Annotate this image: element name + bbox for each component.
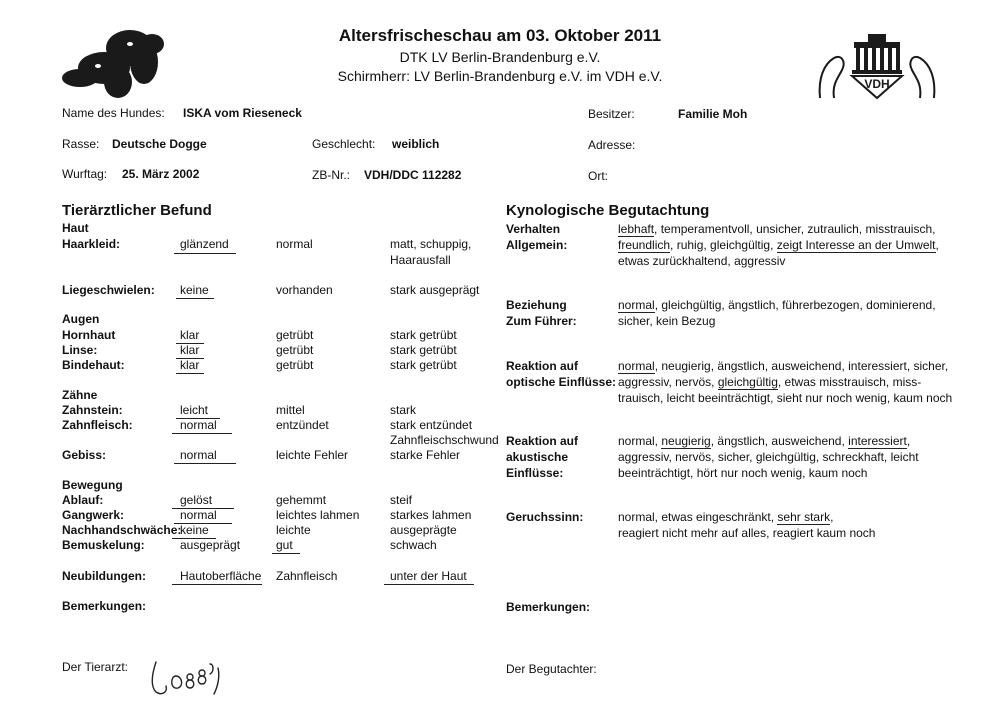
zahnstein-option-1: leicht (180, 403, 209, 417)
sex-value: weiblich (392, 137, 440, 151)
akustisch-text-2: , ängstlich, ausweichend, (710, 434, 849, 448)
optisch-label-2: optische Einflüsse: (506, 375, 617, 389)
ablauf-option-3: steif (390, 493, 413, 507)
sex-label: Geschlecht: (312, 137, 376, 151)
page-title: Altersfrischeschau am 03. Oktober 2011 (338, 26, 662, 45)
dog-name-value: ISKA vom Rieseneck (183, 106, 302, 120)
optisch-text-2: aggressiv, nervös, (618, 375, 718, 389)
beziehung-text-1: , gleichgültig, ängstlich, führerbezogen, dominierend, (654, 298, 936, 312)
beziehung-line-2: sicher, kein Bezug (618, 314, 716, 328)
nachhand-label: Nachhandschwäche: (62, 523, 182, 537)
gebiss-option-3: starke Fehler (390, 448, 461, 462)
nachhand-option-3: ausgeprägte (390, 523, 457, 537)
vet-remarks-label: Bemerkungen: (62, 599, 147, 613)
beziehung-line-1 (618, 298, 936, 312)
beziehung-label-2: Zum Führer: (506, 314, 577, 328)
geruch-text-2: , (830, 510, 834, 524)
neubild-label: Neubildungen: (62, 569, 146, 583)
bindehaut-option-3: stark getrübt (390, 358, 457, 372)
zahnfleisch-underline (172, 433, 232, 434)
patron-line: Schirmherr: LV Berlin-Brandenburg e.V. im VDH e.V. (337, 68, 663, 84)
nachhand-option-2: leichte (276, 523, 311, 537)
birth-value: 25. März 2002 (122, 167, 200, 181)
akustisch-line-2: aggressiv, nervös, sicher, gleichgültig, schreckhaft, leicht (618, 450, 919, 464)
zahnfleisch-option-3b: Zahnfleischschwund (390, 433, 499, 447)
gangwerk-option-3: starkes lahmen (390, 508, 472, 522)
gangwerk-label: Gangwerk: (62, 508, 125, 522)
akustisch-line-3: beeinträchtigt, hört nur noch wenig, kaum noch (618, 466, 868, 480)
hornhaut-label: Hornhaut (62, 328, 116, 342)
zahnstein-option-2: mittel (276, 403, 305, 417)
city-label: Ort: (588, 169, 608, 183)
neubild-option-1: Hautoberfläche (180, 569, 262, 583)
zahnfleisch-label: Zahnfleisch: (62, 418, 133, 432)
vet-signature (146, 652, 226, 700)
zb-label: ZB-Nr.: (312, 168, 350, 182)
haarkleid-option-2: normal (276, 237, 313, 251)
zb-value: VDH/DDC 112282 (364, 168, 462, 182)
verhalten-label-2: Allgemein: (506, 238, 568, 252)
svg-text:VDH: VDH (864, 77, 890, 91)
akustisch-label-1: Reaktion auf (506, 434, 579, 448)
akustisch-selected-1: neugierig (661, 434, 711, 448)
verhalten-text-2: , ruhig, gleichgültig, (670, 238, 777, 252)
optisch-selected-1: normal (618, 359, 655, 373)
dog-name-label: Name des Hundes: (62, 106, 165, 120)
neubild-underline-3 (384, 584, 474, 585)
hornhaut-option-3: stark getrübt (390, 328, 457, 342)
breed-value: Deutsche Dogge (112, 137, 207, 151)
verhalten-text-1: , temperamentvoll, unsicher, zutraulich, misstrauisch, (654, 222, 936, 236)
kyn-section-title: Kynologische Begutachtung (506, 202, 710, 219)
gebiss-underline (174, 463, 236, 464)
ablauf-option-2: gehemmt (276, 493, 327, 507)
geruch-text-1: normal, etwas eingeschränkt, (618, 510, 778, 524)
verhalten-text-3: , (935, 238, 939, 252)
hornhaut-option-2: getrübt (276, 328, 314, 342)
vet-signature-label: Der Tierarzt: (62, 660, 129, 674)
zahnstein-option-3: stark (390, 403, 417, 417)
beziehung-selected: normal (618, 298, 655, 312)
zaehne-heading: Zähne (62, 388, 98, 402)
akustisch-text-3: , (906, 434, 911, 448)
verhalten-line-2 (618, 238, 939, 252)
bemusk-option-1: ausgeprägt (180, 538, 241, 552)
zahnfleisch-option-3a: stark entzündet (390, 418, 473, 432)
linse-option-2: getrübt (276, 343, 314, 357)
bindehaut-option-1: klar (180, 358, 200, 372)
haarkleid-underline (174, 253, 236, 254)
gebiss-label: Gebiss: (62, 448, 107, 462)
verhalten-label-1: Verhalten (506, 222, 561, 236)
optisch-selected-2: gleichgültig (717, 375, 778, 389)
zahnfleisch-option-1: normal (180, 418, 217, 432)
ablauf-label: Ablauf: (62, 493, 104, 507)
augen-heading: Augen (62, 312, 100, 326)
breed-label: Rasse: (62, 137, 100, 151)
beziehung-label-1: Beziehung (506, 298, 567, 312)
bindehaut-underline (176, 373, 204, 374)
liege-label: Liegeschwielen: (62, 283, 155, 297)
linse-option-1: klar (180, 343, 200, 357)
gangwerk-option-2: leichtes lahmen (276, 508, 360, 522)
optisch-line-3: trauisch, leicht beeinträchtigt, sieht nur noch wenig, kaum noch (618, 391, 953, 405)
optisch-line-2 (618, 375, 921, 389)
neubild-underline-1 (172, 584, 262, 585)
neubild-option-2: Zahnfleisch (276, 569, 338, 583)
liege-option-3: stark ausgeprägt (390, 283, 480, 297)
bemusk-label: Bemuskelung: (62, 538, 145, 552)
verhalten-selected-2: freundlich (618, 238, 671, 252)
liege-underline (176, 298, 214, 299)
vet-section-title: Tierärztlicher Befund (62, 202, 212, 219)
birth-label: Wurftag: (62, 167, 108, 181)
geruch-selected: sehr stark (777, 510, 831, 524)
verhalten-selected-1: lebhaft (618, 222, 655, 236)
bemusk-underline (272, 553, 300, 554)
geruch-line-1 (618, 510, 833, 524)
akustisch-text-1: normal, (618, 434, 662, 448)
optisch-text-3: , etwas misstrauisch, miss- (777, 375, 922, 389)
liege-option-2: vorhanden (276, 283, 333, 297)
nachhand-option-1: keine (180, 523, 209, 537)
verhalten-line-1 (618, 222, 935, 236)
gebiss-option-1: normal (180, 448, 217, 462)
optisch-text-1: , neugierig, ängstlich, ausweichend, interessiert, sicher, (654, 359, 949, 373)
neubild-option-3: unter der Haut (390, 569, 467, 583)
haarkleid-option-3a: matt, schuppig, (390, 237, 472, 251)
akustisch-label-3: Einflüsse: (506, 466, 564, 480)
zahnstein-label: Zahnstein: (62, 403, 123, 417)
address-label: Adresse: (588, 138, 636, 152)
bindehaut-label: Bindehaut: (62, 358, 125, 372)
liege-option-1: keine (180, 283, 209, 297)
verhalten-selected-3: zeigt Interesse an der Umwelt (776, 238, 936, 252)
optisch-line-1 (618, 359, 948, 373)
haarkleid-label: Haarkleid: (62, 237, 121, 251)
owner-value: Familie Moh (678, 107, 748, 121)
optisch-label-1: Reaktion auf (506, 359, 579, 373)
zahnfleisch-option-2: entzündet (276, 418, 329, 432)
hornhaut-option-1: klar (180, 328, 200, 342)
akustisch-label-2: akustische (506, 450, 569, 464)
bemusk-option-3: schwach (390, 538, 437, 552)
haut-heading: Haut (62, 221, 89, 235)
ablauf-option-1: gelöst (180, 493, 213, 507)
linse-option-3: stark getrübt (390, 343, 457, 357)
akustisch-selected-2: interessiert (848, 434, 907, 448)
linse-label: Linse: (62, 343, 98, 357)
bindehaut-option-2: getrübt (276, 358, 314, 372)
akustisch-line-1 (618, 434, 910, 448)
verhalten-line-3: etwas zurückhaltend, aggressiv (618, 254, 786, 268)
bemusk-option-2: gut (276, 538, 293, 552)
haarkleid-option-3b: Haarausfall (390, 253, 451, 267)
bewegung-heading: Bewegung (62, 478, 123, 492)
haarkleid-option-1: glänzend (180, 237, 229, 251)
gangwerk-option-1: normal (180, 508, 217, 522)
geruch-line-2: reagiert nicht mehr auf alles, reagiert kaum noch (618, 526, 876, 540)
kyn-remarks-label: Bemerkungen: (506, 600, 591, 614)
geruch-label: Geruchssinn: (506, 510, 584, 524)
club-name: DTK LV Berlin-Brandenburg e.V. (399, 49, 601, 65)
gebiss-option-2: leichte Fehler (276, 448, 349, 462)
examiner-signature-label: Der Begutachter: (506, 662, 597, 676)
owner-label: Besitzer: (588, 107, 635, 121)
